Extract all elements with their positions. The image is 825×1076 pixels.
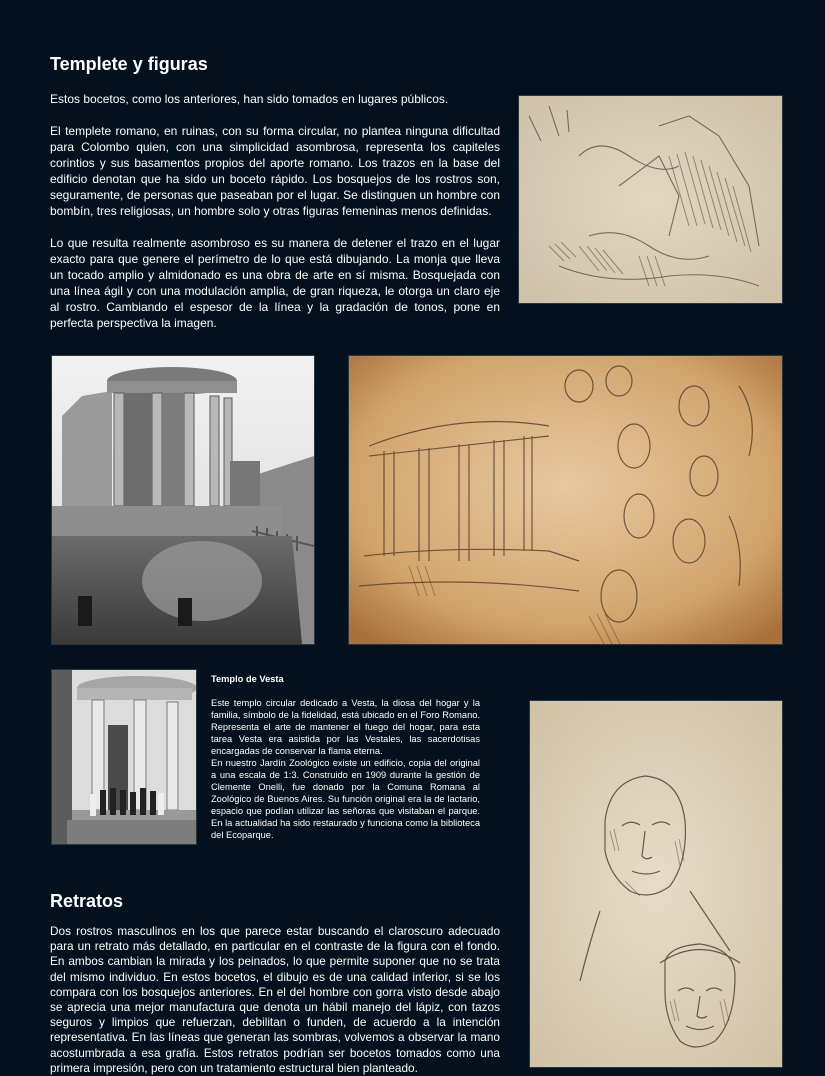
caption-block [211, 673, 480, 841]
paragraph-templete: El templete romano, en ruinas, con su forma circular, no plantea ninguna dificultad para Colombo quien, con una simplicidad asombrosa, representa los capiteles corintios y sus basamentos propios del aporte romano. Los trazos en la base del edificio denotan que ha sido un boceto rápido. Los bosquejos de los rostros son, seguramente, de personas que paseaban por el lugar. Se distinguen un hombre con bombín, tres religiosas, un hombre solo y otras figuras femeninas menos definidas. [50, 124, 500, 218]
paragraph-intro: Estos bocetos, como los anteriores, han sido tomados en lugares públicos. [50, 92, 449, 106]
section-title-retratos: Retratos [50, 891, 124, 911]
section-title-templete: Templete y figuras [50, 54, 208, 74]
sketch-portraits [529, 700, 783, 1068]
sketch-nun-image [518, 95, 783, 304]
caption-paragraph-vesta: Este templo circular dedicado a Vesta, la diosa del hogar y la familia, símbolo de la fidelidad, está ubicado en el Foro Romano. Representa el arte de mantener el fuego del hogar, para esta tarea Vesta era asistida por las Vestales, las sacerdotisas encargadas de conservar la flama eterna. [211, 698, 480, 756]
photo-temple-ruins [51, 355, 315, 645]
caption-paragraph-zoo: En nuestro Jardín Zoológico existe un edificio, copia del original a una escala de 1:3. Construido en 1909 durante la gestión de Clemente Onelli, fue donado por la Comuna Romana al Zoológico de Buenos Aires. Su función original era la de lactario, espacio que podían utilizar las señoras que visitaban el parque. En la actualidad ha sido restaurado y funciona como la biblioteca del Ecoparque. [211, 758, 480, 840]
photo-zoo-replica [51, 669, 197, 845]
sketch-temple-faces [348, 355, 783, 645]
caption-title: Templo de Vesta [211, 674, 284, 684]
paragraph-retratos: Dos rostros masculinos en los que parece estar buscando el claroscuro adecuado para un retrato más detallado, en particular en el contraste de la figura con el fondo. En ambos cambian la mirada y los peinados, lo que permite suponer que no se trata del mismo individuo. En estos bocetos, el dibujo es de una calidad inferior, si se los compara con los bosquejos anteriores. En el del hombre con gorra visto desde abajo se aprecia una mejor manufactura que denota un hábil manejo del lápiz, con tazos seguros y limpios que refuerzan, debilitan o funden, de acuerdo a la intención representativa. En las líneas que generan las sombras, volvemos a observar la mano acostumbrada a esa grafía. Estos retratos podrían ser bocetos tomados como una primera impresión, pero con un tratamiento estructural bien planteado. [50, 924, 500, 1075]
paragraph-trazo: Lo que resulta realmente asombroso es su manera de detener el trazo en el lugar exacto para que genere el perímetro de lo que está dibujando. La monja que lleva un tocado amplio y almidonado es una obra de arte en sí misma. Bosquejada con una línea ágil y con una modulación amplia, de gran riqueza, le otorga un claro eje al rostro. Cambiando el espesor de la línea y la gradación de tonos, pone en perfecta perspectiva la imagen. [50, 236, 500, 330]
